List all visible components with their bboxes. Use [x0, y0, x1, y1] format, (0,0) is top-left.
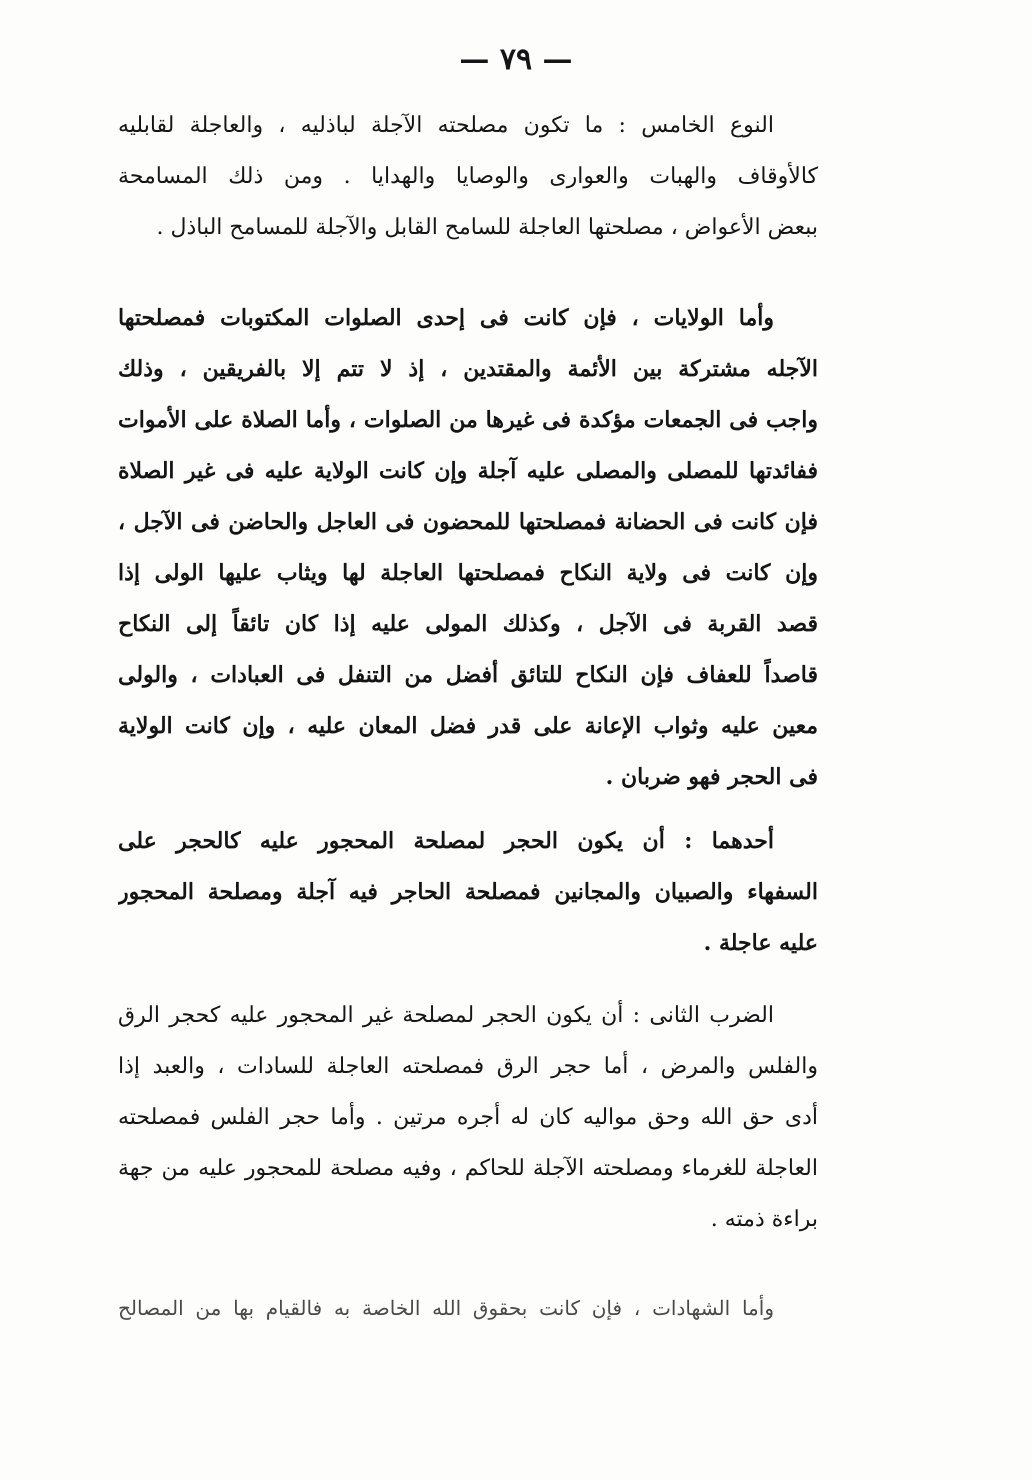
paragraph-testimonies	[118, 1283, 818, 1334]
text-line: قاصداً للعفاف فإن النكاح للتائق أفضل من التنفل فى العبادات ، والولى	[118, 662, 818, 688]
text-line: أحدهما : أن يكون الحجر لمصلحة المحجور عليه كالحجر على	[118, 828, 774, 854]
page-number: — ٧٩ —	[459, 42, 573, 77]
text-line: العاجلة للغرماء ومصلحته الآجلة للحاكم ، وفيه مصلحة للمحجور عليه من جهة	[118, 1156, 818, 1181]
text-line: براءة ذمته .	[710, 1207, 818, 1232]
text-line: عليه عاجلة .	[703, 930, 818, 956]
paragraph-first-kind	[118, 816, 818, 969]
paragraph-guardianships	[118, 293, 818, 803]
paragraph-fifth-type	[118, 100, 818, 253]
text-line: أدى حق الله وحق مواليه كان له أجره مرتين . وأما حجر الفلس فمصلحته	[118, 1105, 818, 1130]
text-line: ففائدتها للمصلى والمصلى عليه آجلة وإن كانت الولاية عليه فى غير الصلاة	[118, 458, 818, 484]
text-line: ببعض الأعواض ، مصلحتها العاجلة للسامح القابل والآجلة للمسامح الباذل .	[156, 215, 818, 240]
text-line: النوع الخامس : ما تكون مصلحته الآجلة لباذليه ، والعاجلة لقابليه	[118, 113, 774, 138]
text-line: فإن كانت فى الحضانة فمصلحتها للمحضون فى العاجل والحاضن فى الآجل ،	[118, 509, 818, 535]
text-line: كالأوقاف والهبات والعوارى والوصايا والهدايا . ومن ذلك المسامحة	[118, 164, 818, 189]
text-line: قصد القربة فى الآجل ، وكذلك المولى عليه إذا كان تائقاً إلى النكاح	[118, 611, 818, 637]
text-line: الآجله مشتركة بين الأئمة والمقتدين ، إذ لا تتم إلا بالفريقين ، وذلك	[118, 356, 818, 382]
paragraph-second-kind	[118, 990, 818, 1245]
text-line: والفلس والمرض ، أما حجر الرق فمصلحته العاجلة للسادات ، والعبد إذا	[118, 1054, 818, 1079]
text-line: وأما الشهادات ، فإن كانت بحقوق الله الخاصة به فالقيام بها من المصالح	[118, 1296, 774, 1320]
text-line: فى الحجر فهو ضربان .	[605, 764, 818, 790]
text-line: وأما الولايات ، فإن كانت فى إحدى الصلوات المكتوبات فمصلحتها	[118, 305, 774, 331]
text-line: السفهاء والصبيان والمجانين فمصلحة الحاجر فيه آجلة ومصلحة المحجور	[118, 879, 818, 905]
text-line: الضرب الثانى : أن يكون الحجر لمصلحة غير المحجور عليه كحجر الرق	[118, 1003, 774, 1028]
text-line: واجب فى الجمعات مؤكدة فى غيرها من الصلوات ، وأما الصلاة على الأموات	[118, 407, 818, 433]
text-line: وإن كانت فى ولاية النكاح فمصلحتها العاجلة لها ويثاب عليها الولى إذا	[118, 560, 818, 586]
text-line: معين عليه وثواب الإعانة على قدر فضل المعان عليه ، وإن كانت الولاية	[118, 713, 818, 739]
